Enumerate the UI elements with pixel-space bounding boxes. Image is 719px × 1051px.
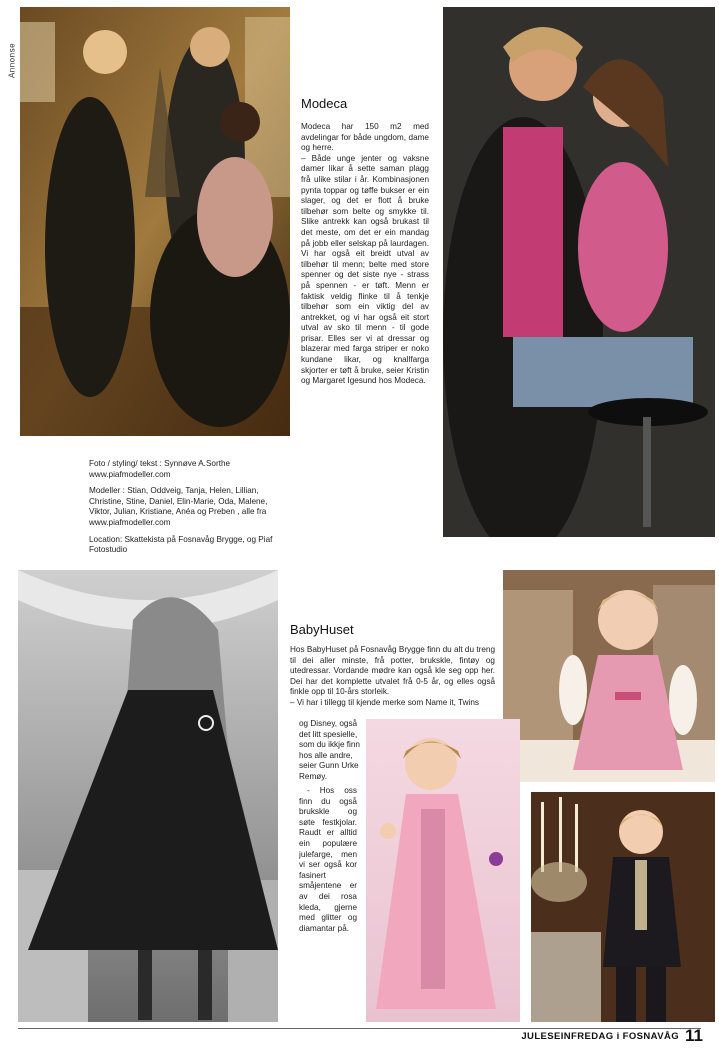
modeca-text [301, 122, 429, 387]
babyhuset-paragraph-1: Hos BabyHuset på Fosnavåg Brygge finn du alt du treng til dei aller minste, frå potter, brukskle, fintøy og utedressar. Vordande mødre kan også kle seg opp her. Dei har det komplette utvalet frå 0-5 år, og elles også finkle opp til 10-års storleik. [290, 645, 495, 697]
credit-location: Location: Skattekista på Fosnavåg Brygge, og Piaf Fotostudio [89, 534, 273, 555]
footer-rule [18, 1028, 701, 1029]
babyhuset-narrow-line: hos alle andre, [299, 750, 353, 760]
girl-black-dress-photo [18, 570, 278, 1022]
modeca-heading: Modeca [301, 96, 348, 111]
babyhuset-text-wide [290, 645, 495, 709]
girl-pink-coat-photo [366, 719, 520, 1022]
photo-credits [89, 459, 289, 562]
babyhuset-narrow-line: seier Gunn Urke [299, 761, 359, 771]
babyhuset-text-narrow [299, 719, 365, 783]
babyhuset-paragraph-2: - Hos oss finn du også brukskle og søte festkjolar. Raudt er alltid ein populære julefarge, men vi ser også kor fasinert småjentene er av dei rosa kleda, gjerne med glitter og diamantar på. [299, 786, 357, 933]
modeca-paragraph-2: – Både unge jenter og vaksne damer likar å sette saman plagg frå ulike stilar i år. Kombinasjonen pynta toppar og tøffe bukser er ein slager, og det er flott å bruke tilbehør som belte og smykke til. Slike antrekk kan også brukast til det meste, om det er ein mandag på jobb eller selskap på laurdagen. Vi har også eit breidt utval av tilbehør til menn; belte med store spenner og det siste nye - strass på spennen - er tøft. Menn er faktisk veldig flinke til å tenkje tilbehør som ein viktig del av antrekket, og vi har også eit stort utval av sko til menn - til gode prisar. Elles ser vi at dressar og blazerar med farga striper er noko kundane likar, og knallfarga skjorter er tøft å bruke, seier Kristin og Margaret Igesund hos Modeca. [301, 153, 429, 386]
footer-title: JULESEINFREDAG i FOSNAVÅG [521, 1031, 679, 1042]
credit-photographer: Foto / styling/ tekst : Synnøve A.Sorthe www.piafmodeller.com [89, 459, 231, 479]
boy-suit-photo [531, 792, 715, 1022]
family-photo [20, 7, 290, 436]
babyhuset-narrow-line: det litt spesielle, [299, 729, 358, 739]
babyhuset-line-2: – Vi har i tillegg til kjende merke som Name it, Twins [290, 697, 479, 707]
babyhuset-narrow-line: Remøy. [299, 771, 328, 781]
babyhuset-heading: BabyHuset [290, 622, 354, 637]
advert-label: Annonse [7, 42, 17, 79]
modeca-paragraph-1: Modeca har 150 m2 med avdelingar for både ungdom, dame og herre. [301, 122, 429, 153]
babyhuset-narrow-line: som du ikkje finn [299, 740, 360, 750]
couple-photo [443, 7, 715, 537]
page-number: 11 [685, 1026, 703, 1045]
baby-pink-dress-photo [503, 570, 715, 782]
credit-models: Modeller : Stian, Oddveig, Tanja, Helen, Lillian, Christine, Stine, Daniel, Elin-Marie, Oda, Malene, Viktor, Julian, Kristiane, Anéa og Preben , alle fra www.piafmodeller.com [89, 486, 268, 527]
babyhuset-text-column [299, 786, 357, 934]
babyhuset-narrow-line: og Disney, også [299, 719, 358, 728]
